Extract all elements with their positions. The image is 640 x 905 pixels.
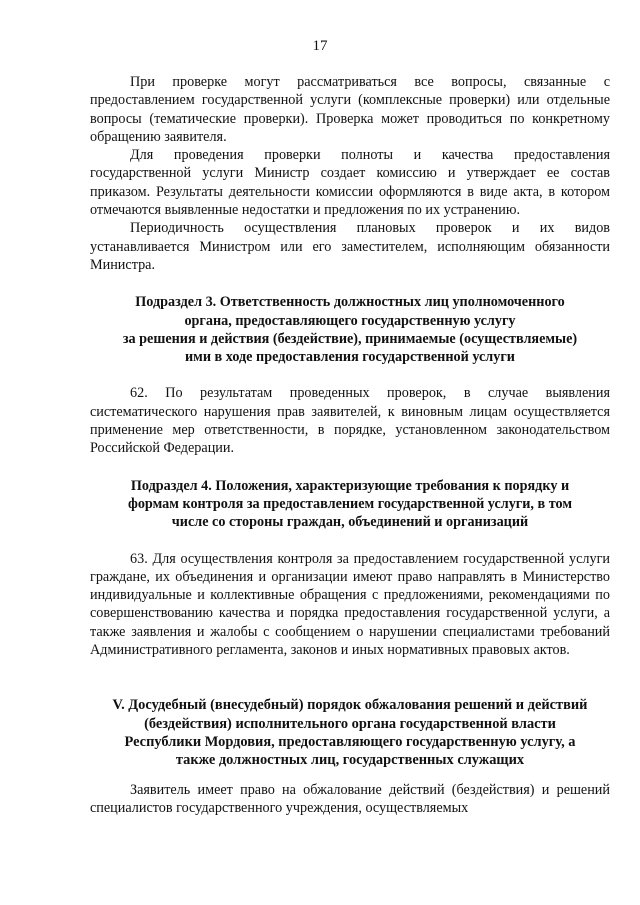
subsection-4-heading bbox=[90, 477, 610, 532]
section-5-heading-line: (бездействия) исполнительного органа государственной власти bbox=[144, 715, 556, 732]
paragraph-appeal-right: Заявитель имеет право на обжалование действий (бездействия) и решений специалистов государственного учреждения, осуществляемых bbox=[90, 781, 610, 816]
page-number: 17 bbox=[312, 38, 328, 54]
page-content bbox=[90, 73, 610, 817]
paragraph-62: 62. По результатам проведенных проверок, в случае выявления систематического нарушения прав заявителей, к виновным лицам осуществляется применение мер ответственности, в порядке, установленном законодательством Российской Федерации. bbox=[90, 385, 610, 457]
paragraph-inspection-scope: При проверке могут рассматриваться все вопросы, связанные с предоставлением государственной услуги (комплексные проверки) или отдельные вопросы (тематические проверки). Проверка может проводиться по конкретному обращению заявителя. bbox=[90, 74, 610, 145]
subsection-3-heading-line: за решения и действия (бездействие), принимаемые (осуществляемые) bbox=[122, 330, 578, 347]
paragraph-commission: Для проведения проверки полноты и качества предоставления государственной услуги Министр создает комиссию и утверждает ее состав приказом. Результаты деятельности комиссии оформляются в виде акта, в котором отмечаются выявленные недостатки и предложения по их устранению. bbox=[90, 147, 610, 219]
subsection-3-heading-line: органа, предоставляющего государственную услугу bbox=[184, 312, 516, 329]
subsection-3-heading-line: ими в ходе предоставления государственной услуги bbox=[185, 349, 515, 366]
subsection-4-heading-line: формам контроля за предоставлением государственной услуги, в том bbox=[128, 495, 572, 512]
paragraph-63: 63. Для осуществления контроля за предоставлением государственной услуги граждане, их объединения и организации имеют право направлять в Министерство индивидуальные и коллективные обращения с предложениями, рекомендациями по совершенствованию качества и порядка предоставления государственной услуги, а также заявления и жалобы с сообщением о нарушении специалистами требований Административного регламента, законов и иных нормативных правовых актов. bbox=[90, 550, 610, 659]
subsection-4-heading-line: Подраздел 4. Положения, характеризующие требования к порядку и bbox=[130, 477, 570, 494]
subsection-3-heading-line: Подраздел 3. Ответственность должностных лиц уполномоченного bbox=[135, 294, 565, 311]
section-5-heading bbox=[90, 696, 610, 769]
section-5-heading-line: также должностных лиц, государственных служащих bbox=[175, 752, 525, 769]
subsection-4-heading-line: числе со стороны граждан, объединений и организаций bbox=[171, 514, 529, 531]
section-5-heading-line: Республики Мордовия, предоставляющего государственную услугу, а bbox=[124, 733, 576, 750]
paragraph-periodicity: Периодичность осуществления плановых проверок и их видов устанавливается Министром или его заместителем, исполняющим обязанности Министра. bbox=[90, 220, 610, 273]
subsection-3-heading bbox=[90, 293, 610, 366]
section-5-heading-line: V. Досудебный (внесудебный) порядок обжалования решений и действий bbox=[112, 697, 588, 714]
